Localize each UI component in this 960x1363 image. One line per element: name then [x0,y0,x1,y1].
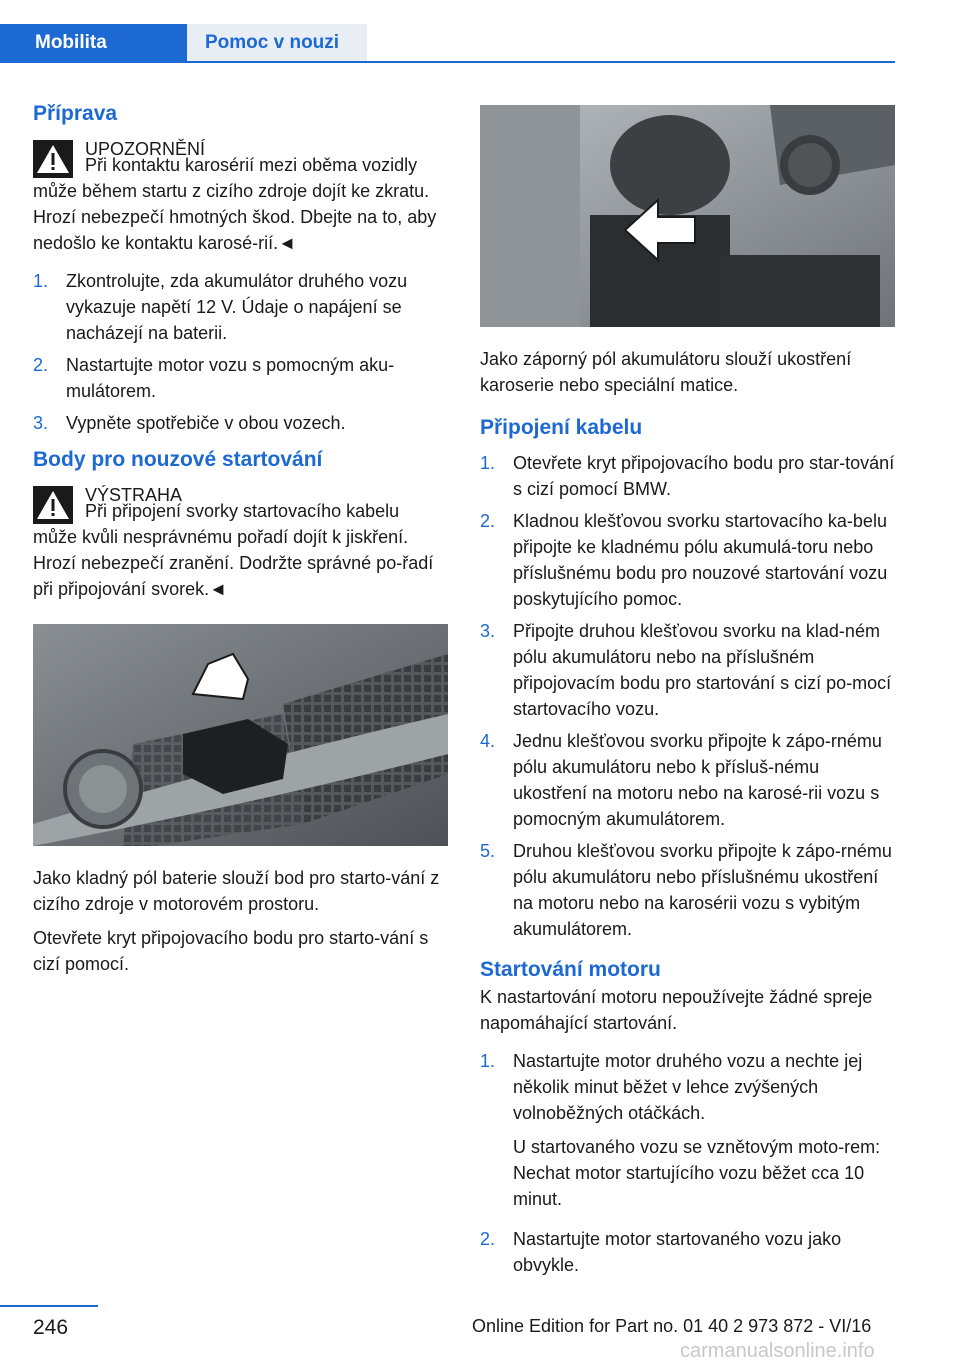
step-number: 3. [480,621,496,641]
warning-text: Při kontaktu karosérií mezi oběma vozidly může během startu z cizího zdroje dojít ke zkratu. Hrozí nebezpečí hmotných škod. Dbejte na to, aby nedošlo ke kontaktu karosé-rií.◄ [33,155,437,253]
step-number: 3. [33,413,49,433]
step-text: Nastartujte motor startovaného vozu jako obvykle. [513,1229,842,1275]
list-item [480,1048,895,1220]
heading-priprava: Příprava [33,102,118,125]
heading-startovani-motoru: Startování motoru [480,958,661,981]
instruction-open-cover: Otevřete kryt připojovacího bodu pro starto-vání s cizí pomocí. [33,928,429,974]
step-number: 2. [33,355,49,375]
caption-negative-terminal: Jako záporný pól akumulátoru slouží ukostření karoserie nebo speciální matice. [480,349,852,395]
step-text: Kladnou klešťovou svorku startovacího ka-belu připojte ke kladnému pólu akumulá-toru nebo příslušnému bodu pro nouzové startování vozu poskytujícího pomoc. [513,511,888,609]
list-item [480,728,895,832]
step-text: Nastartujte motor druhého vozu a nechte jej několik minut běžet v lehce zvýšených volnoběžných otáčkách. [513,1051,863,1123]
header-divider [0,61,895,63]
header-tabs [0,24,367,62]
step-number: 2. [480,1229,496,1249]
heading-pripojeni-kabelu: Připojení kabelu [480,416,643,439]
step-text: Druhou klešťovou svorku připojte k zápo-rnému pólu akumulátoru nebo příslušnému ukostření na motoru nebo na karosérii vozu s vybitým akumulátorem. [513,841,892,939]
right-column [480,100,895,1296]
list-item [33,352,448,404]
step-number: 1. [480,453,496,473]
list-item [33,268,448,346]
step-text: Nastartujte motor vozu s pomocným aku-mulátorem. [66,355,395,401]
step-text: Připojte druhou klešťovou svorku na klad-ném pólu akumulátoru nebo na příslušném připojovacím bodu pro startování s cizí po-mocí startovacího vozu. [513,621,892,719]
watermark: carmanualsonline.info [680,1340,875,1362]
list-item [480,450,895,502]
step-number: 1. [480,1051,496,1071]
step-text: Zkontrolujte, zda akumulátor druhého vozu vykazuje napětí 12 V. Údaje o napájení se nacházejí na baterii. [66,271,408,343]
step-number: 5. [480,841,496,861]
engine-bay-positive-terminal-image [33,624,448,846]
step-text: Vypněte spotřebiče v obou vozech. [66,413,346,433]
warning-block-2 [33,482,448,602]
page-number: 246 [33,1316,69,1339]
caption-positive-terminal: Jako kladný pól baterie slouží bod pro starto-vání z cizího zdroje v motorovém prostoru. [33,868,440,914]
tab-mobilita[interactable]: Mobilita [0,24,187,62]
left-column [33,100,448,985]
warning-triangle-icon [33,486,73,524]
footer-divider [0,1305,98,1307]
warning-triangle-icon [33,140,73,178]
warning-title: VÝSTRAHA [85,485,183,505]
tab-pomoc-v-nouzi[interactable]: Pomoc v nouzi [187,24,367,62]
step-number: 1. [33,271,49,291]
step-text: Jednu klešťovou svorku připojte k zápo-rnému pólu akumulátoru nebo k přísluš-nému ukostření na motoru nebo na karosé-rii vozu s pomocným akumulátorem. [513,731,882,829]
list-item [480,1226,895,1286]
step-text: Otevřete kryt připojovacího bodu pro star-tování s cizí pomocí BMW. [513,453,895,499]
engine-bay-negative-terminal-image [480,105,895,327]
step-subtext: U startovaného vozu se vznětovým moto-rem: Nechat motor startujícího vozu běžet cca 10 minut. [513,1137,881,1209]
list-item [480,618,895,722]
warning-text: Při připojení svorky startovacího kabelu může kvůli nesprávnému pořadí dojít k jiskření. Hrozí nebezpečí zranění. Dodržte správné po-řadí při připojování svorek.◄ [33,501,434,599]
list-item [33,410,448,436]
step-number: 2. [480,511,496,531]
list-item [480,508,895,612]
engine-steps [480,1048,895,1286]
warning-block-1 [33,136,448,256]
engine-intro: K nastartování motoru nepoužívejte žádné spreje napomáhající startování. [480,987,873,1033]
step-number: 4. [480,731,496,751]
list-item [480,838,895,942]
edition-text: Online Edition for Part no. 01 40 2 973 872 - VI/16 [472,1316,872,1336]
warning-title: UPOZORNĚNÍ [85,139,206,159]
heading-body-nouzove-startovani: Body pro nouzové startování [33,448,323,471]
prep-steps [33,268,448,436]
cable-steps [480,450,895,942]
